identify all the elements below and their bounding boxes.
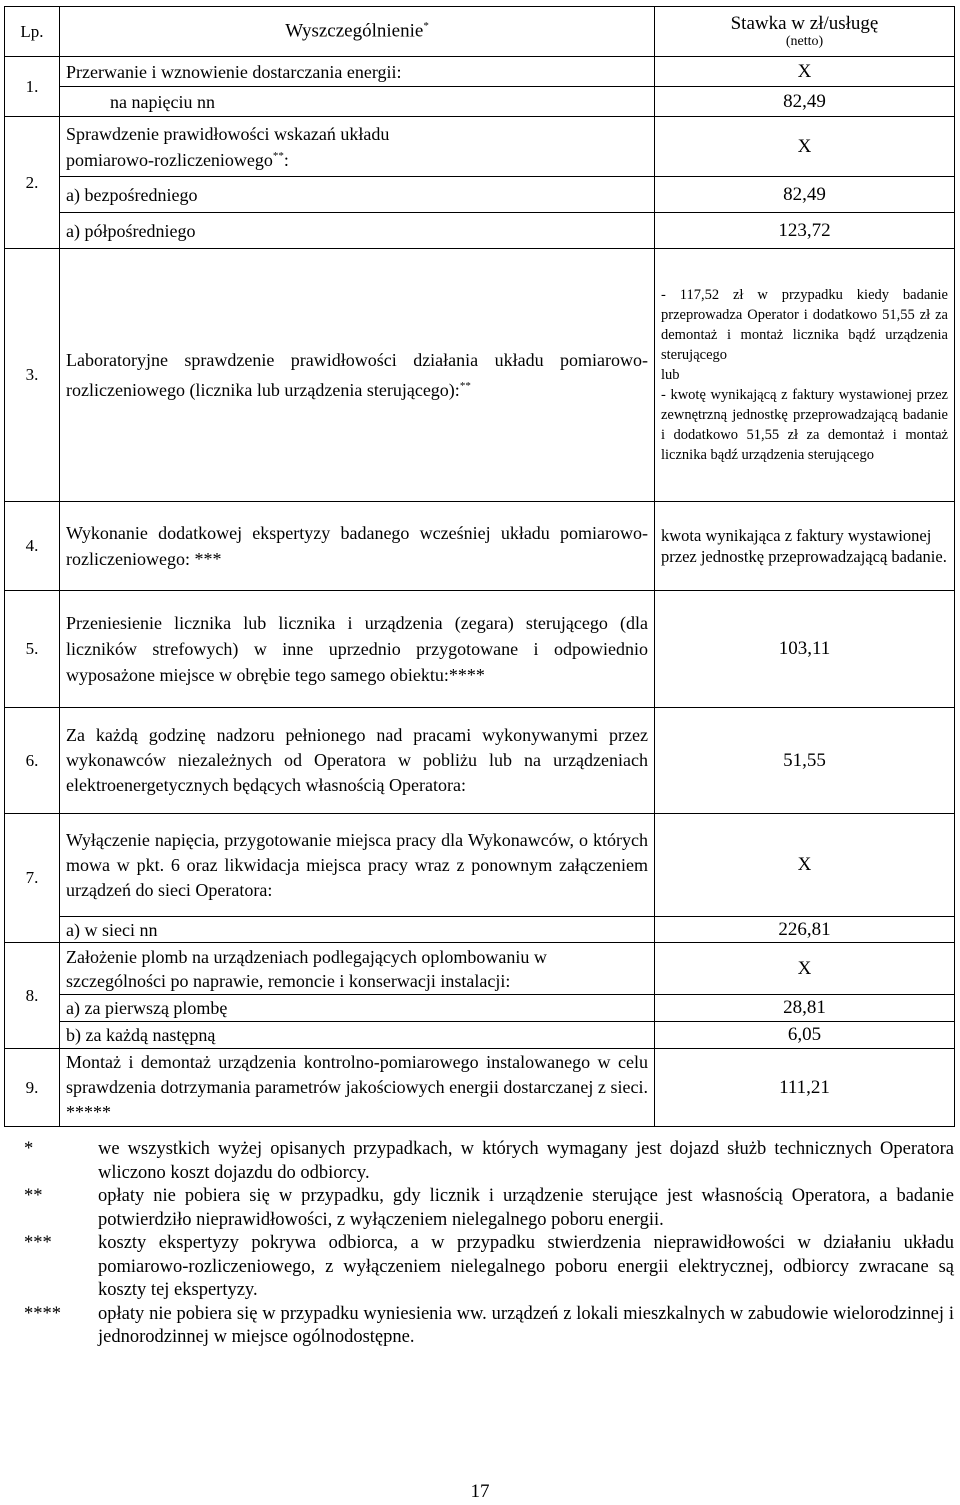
row-subitem: b) za każdą następną — [60, 1022, 655, 1049]
row-rate-note: kwota wynikająca z faktury wystawionej przez jednostkę przeprowadzającą badanie. — [655, 502, 955, 591]
row-title: Sprawdzenie prawidłowości wskazań układu pomiarowo-rozliczeniowego**: — [60, 117, 655, 177]
table-row — [5, 213, 955, 249]
footnote — [24, 1185, 954, 1232]
footnote-mark: *** — [24, 1233, 52, 1253]
row-number: 9. — [5, 1049, 60, 1127]
page-number: 17 — [470, 1481, 490, 1502]
row-number: 6. — [5, 708, 60, 814]
table-row — [5, 177, 955, 213]
footnote — [24, 1138, 954, 1185]
footnote — [24, 1232, 954, 1303]
row-description: Wykonanie dodatkowej ekspertyzy badanego wcześniej układu pomiarowo-rozliczeniowego: *** — [60, 502, 655, 591]
table-row — [5, 591, 955, 708]
footnote-text: opłaty nie pobiera się w przypadku wyniesienia ww. urządzeń z lokali mieszkalnych w zabudowie wielorodzinnej i jednorodzinnej w miejsce ogólnodostępne. — [98, 1303, 954, 1347]
row-rate: X — [655, 814, 955, 917]
row-rate: 103,11 — [655, 591, 955, 708]
row-rate: 111,21 — [655, 1049, 955, 1127]
row-number: 7. — [5, 814, 60, 943]
header-description-mark: * — [423, 20, 429, 33]
row-title-mark: ** — [272, 149, 284, 162]
rate-option-or: lub — [661, 367, 680, 383]
table-row — [5, 502, 955, 591]
row-number: 4. — [5, 502, 60, 591]
row-number: 2. — [5, 117, 60, 249]
footnote-mark: ** — [24, 1186, 43, 1206]
row-subitem: a) półpośredniego — [60, 213, 655, 249]
footnote — [24, 1303, 954, 1350]
header-rate-sub: (netto) — [785, 33, 824, 49]
table-row — [5, 814, 955, 917]
footnote-text: opłaty nie pobiera się w przypadku, gdy licznik i urządzenie sterujące jest własnością Operatora, a badanie potwierdziło nieprawidłowości, z wyłączeniem nielegalnego poboru energii. — [98, 1186, 954, 1230]
row-description: Laboratoryjne sprawdzenie prawidłowości działania układu pomiarowo-rozliczeniowego (licznika lub urządzenia sterującego):** — [60, 249, 655, 502]
table-row — [5, 249, 955, 502]
header-lp: Lp. — [5, 7, 60, 57]
row-subitem: na napięciu nn — [60, 87, 655, 117]
tariff-table — [4, 6, 955, 1127]
table-row — [5, 87, 955, 117]
table-row — [5, 943, 955, 995]
row-title: Założenie plomb na urządzeniach podlegających oplombowaniu w szczególności po naprawie, remoncie i konserwacji instalacji: — [60, 943, 655, 995]
table-row — [5, 995, 955, 1022]
table-row — [5, 1022, 955, 1049]
row-rate: 82,49 — [655, 87, 955, 117]
footnote-text: we wszystkich wyżej opisanych przypadkach, w których wymagany jest dojazd służb technicznych Operatora wliczono koszt dojazdu do odbiorcy. — [98, 1139, 954, 1183]
row-number: 3. — [5, 249, 60, 502]
footnote-mark: **** — [24, 1303, 61, 1324]
row-description: Za każdą godzinę nadzoru pełnionego nad pracami wykonywanymi przez wykonawców niezależnych od Operatora w pobliżu lub na urządzeniach elektroenergetycznych będących własnością Operatora: — [60, 708, 655, 814]
table-row — [5, 1049, 955, 1127]
row-number: 1. — [5, 57, 60, 117]
footnote-mark: * — [24, 1139, 34, 1159]
footnotes — [24, 1138, 954, 1350]
row-rate: 28,81 — [655, 995, 955, 1022]
table-row — [5, 917, 955, 943]
row-rate: 123,72 — [655, 213, 955, 249]
row-description: Przeniesienie licznika lub licznika i urządzenia (zegara) sterującego (dla liczników strefowych) w inne uprzednio przygotowane i odpowiednio wyposażone miejsce w obrębie tego samego obiektu:**** — [60, 591, 655, 708]
row-description: Montaż i demontaż urządzenia kontrolno-pomiarowego instalowanego w celu sprawdzenia dotrzymania parametrów jakościowych energii dostarczanej z sieci. ***** — [60, 1049, 655, 1127]
row-rate: X — [655, 57, 955, 87]
row-rate: X — [655, 943, 955, 995]
table-row — [5, 57, 955, 87]
table-header-row — [5, 7, 955, 57]
header-description: Wyszczególnienie* — [60, 7, 655, 57]
header-rate: Stawka w zł/usługę (netto) — [655, 7, 955, 57]
rate-option-external: - kwotę wynikającą z faktury wystawionej przez zewnętrzną jednostkę przeprowadzającą badanie i dodatkowo 51,55 zł za demontaż i montaż licznika bądź urządzenia sterującego — [661, 387, 948, 463]
row-rate: 82,49 — [655, 177, 955, 213]
row-rate: 226,81 — [655, 917, 955, 943]
row-rate: 6,05 — [655, 1022, 955, 1049]
row-rate: 51,55 — [655, 708, 955, 814]
footnote-text: koszty ekspertyzy pokrywa odbiorca, a w przypadku stwierdzenia nieprawidłowości w działaniu układu pomiarowo-rozliczeniowego, z wyłączeniem nielegalnego poboru energii elektrycznej, odbiorcy zwracane są koszty tej ekspertyzy. — [98, 1233, 954, 1300]
row-title: Przerwanie i wznowienie dostarczania energii: — [60, 57, 655, 87]
row-rate-note — [655, 249, 955, 502]
rate-option-operator: - 117,52 zł w przypadku kiedy badanie przeprowadza Operator i dodatkowo 51,55 zł za demontaż i montaż licznika bądź urządzenia sterującego — [661, 287, 948, 363]
row-subitem: a) za pierwszą plombę — [60, 995, 655, 1022]
table-row — [5, 117, 955, 177]
row-subitem: a) w sieci nn — [60, 917, 655, 943]
row-description-mark: ** — [459, 380, 471, 392]
row-rate: X — [655, 117, 955, 177]
row-number: 5. — [5, 591, 60, 708]
row-subitem: a) bezpośredniego — [60, 177, 655, 213]
row-number: 8. — [5, 943, 60, 1049]
table-row — [5, 708, 955, 814]
row-title: Wyłączenie napięcia, przygotowanie miejsca pracy dla Wykonawców, o których mowa w pkt. 6 oraz likwidacja miejsca pracy wraz z ponownym załączeniem urządzeń do sieci Operatora: — [60, 814, 655, 917]
